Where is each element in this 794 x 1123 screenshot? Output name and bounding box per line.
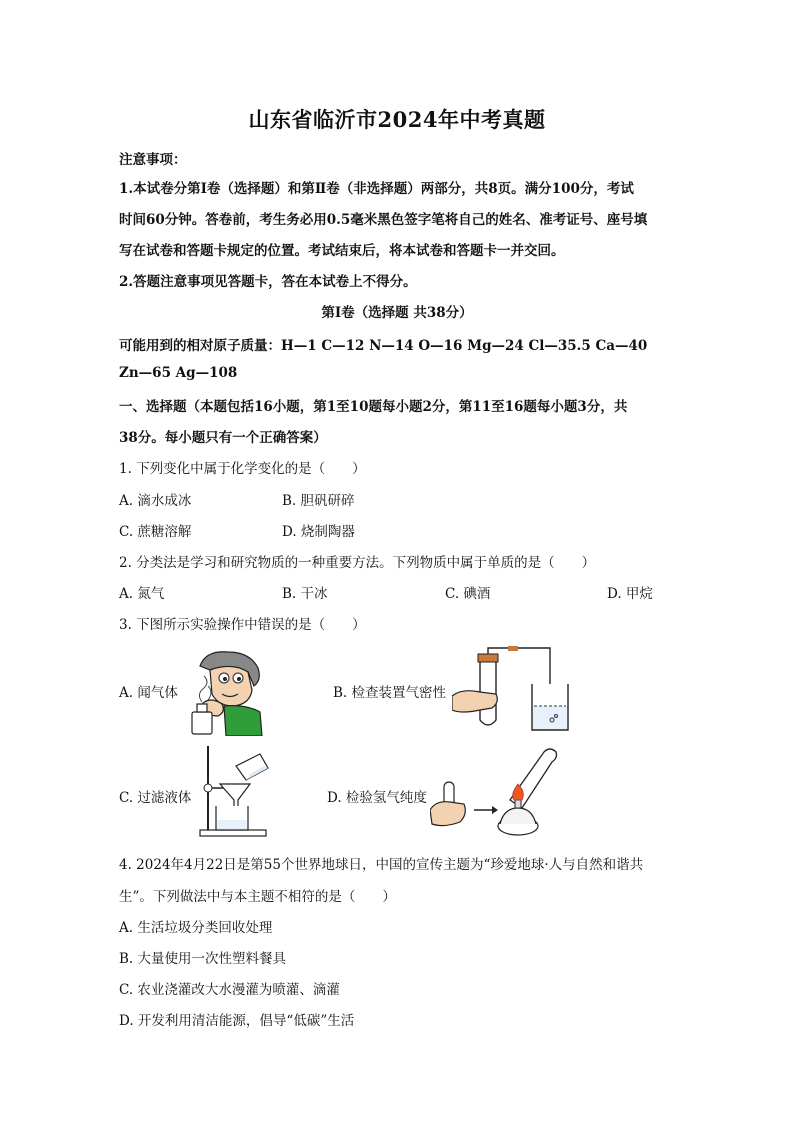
q1-stem: 1. 下列变化中属于化学变化的是（ ） bbox=[119, 461, 366, 477]
q2-stem: 2. 分类法是学习和研究物质的一种重要方法。下列物质中属于单质的是（ ） bbox=[119, 555, 596, 571]
page-title: 山东省临沂市2024年中考真题 bbox=[248, 107, 546, 132]
q4-stem-line2: 生”。下列做法中与本主题不相符的是（ ） bbox=[119, 889, 396, 905]
q1-option-a: A. 滴水成冰 bbox=[119, 493, 192, 509]
q1-option-d: D. 烧制陶器 bbox=[282, 524, 355, 540]
q3-option-d: D. 检验氢气纯度 bbox=[327, 790, 427, 806]
q4-stem-line1: 4. 2024年4月22日是第55个世界地球日，中国的宣传主题为“珍爱地球·人与自然和谐共 bbox=[119, 857, 644, 873]
q4-option-d: D. 开发利用清洁能源，倡导“低碳”生活 bbox=[119, 1013, 355, 1029]
hydrogen-purity-test-icon bbox=[430, 744, 560, 838]
q2-option-c: C. 碘酒 bbox=[445, 586, 491, 602]
q2-option-b: B. 干冰 bbox=[282, 586, 328, 602]
notes-item1-line2: 时间60分钟。答卷前，考生务必用0.5毫米黑色签字笔将自己的姓名、准考证号、座号填 bbox=[119, 212, 648, 228]
notes-item1-line3: 写在试卷和答题卡规定的位置。考试结束后，将本试卷和答题卡一并交回。 bbox=[119, 243, 565, 259]
q2-option-a: A. 氮气 bbox=[119, 586, 165, 602]
q2-option-d: D. 甲烷 bbox=[607, 586, 653, 602]
notes-heading: 注意事项： bbox=[119, 152, 187, 168]
filtration-apparatus-icon bbox=[198, 744, 272, 838]
q3-option-c: C. 过滤液体 bbox=[119, 790, 192, 806]
q1-option-c: C. 蔗糖溶解 bbox=[119, 524, 192, 540]
q3-option-a: A. 闻气体 bbox=[119, 685, 178, 701]
airtight-check-apparatus-icon bbox=[452, 646, 570, 732]
person-smelling-gas-icon bbox=[188, 646, 268, 736]
notes-item2: 2.答题注意事项见答题卡，答在本试卷上不得分。 bbox=[119, 274, 417, 290]
atomic-mass-line1: 可能用到的相对原子质量：H—1 C—12 N—14 O—16 Mg—24 Cl—35.5 Ca—40 bbox=[119, 338, 648, 354]
q3-option-b: B. 检查装置气密性 bbox=[333, 685, 447, 701]
q3-stem: 3. 下图所示实验操作中错误的是（ ） bbox=[119, 617, 366, 633]
section-instructions-line1: 一、选择题（本题包括16小题，第1至10题每小题2分，第11至16题每小题3分，共 bbox=[119, 399, 628, 415]
q4-option-c: C. 农业浇灌改大水漫灌为喷灌、滴灌 bbox=[119, 982, 340, 998]
q4-option-a: A. 生活垃圾分类回收处理 bbox=[119, 920, 273, 936]
section1-heading: 第Ⅰ卷（选择题 共38分） bbox=[321, 305, 473, 321]
atomic-mass-line2: Zn—65 Ag—108 bbox=[119, 365, 238, 381]
q4-option-b: B. 大量使用一次性塑料餐具 bbox=[119, 951, 287, 967]
notes-item1-line1: 1.本试卷分第Ⅰ卷（选择题）和第Ⅱ卷（非选择题）两部分，共8页。满分100分，考试 bbox=[119, 181, 634, 197]
q1-option-b: B. 胆矾研碎 bbox=[282, 493, 355, 509]
section-instructions-line2: 38分。每小题只有一个正确答案） bbox=[119, 430, 327, 446]
